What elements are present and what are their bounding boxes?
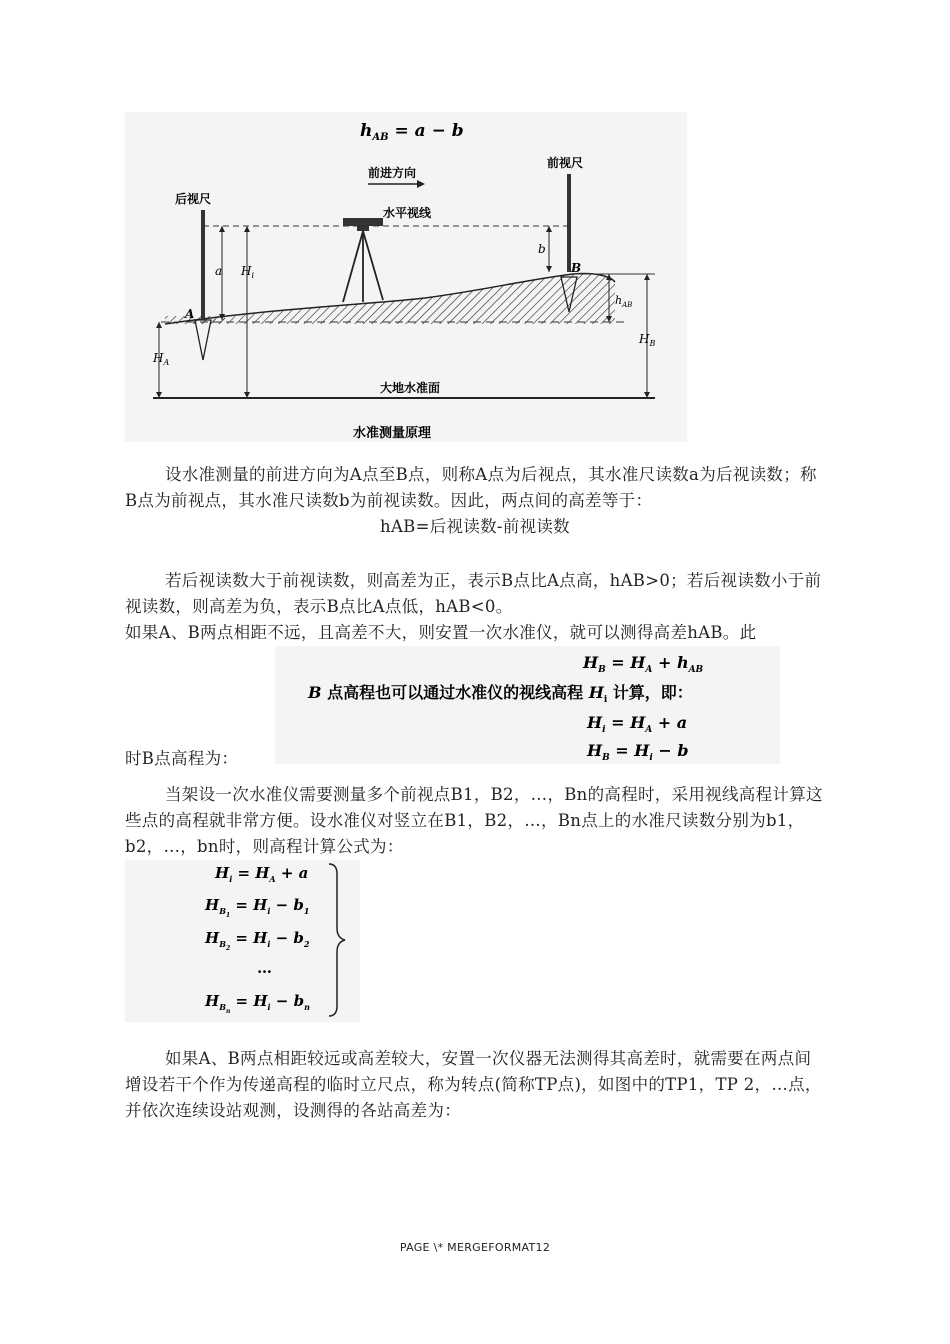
eq-hi-ha-a: $H_i = H_A + a$: [587, 713, 688, 735]
point-a-label: A: [185, 307, 195, 321]
eq-hb-ha-hab: $H_B = H_A + h_{AB}$: [583, 653, 704, 675]
datum-label: 大地水准面: [380, 381, 441, 395]
reading-a-label: a: [215, 264, 223, 278]
eq-list-hb2: $H_{B2} = H_i - b_2$: [205, 929, 310, 952]
hi-label: $H_i$: [241, 264, 255, 280]
eq-list-dots: …: [257, 959, 272, 977]
direction-arrow-icon: [417, 180, 425, 188]
paragraph-multiple-points: 当架设一次水准仪需要测量多个前视点B1，B2，…，Bn的高程时，采用视线高程计算这些点的高程就非常方便。设水准仪对竖立在B1，B2，…，Bn点上的水准尺读数分别为b1，b2，…，bn时，则高程计算公式为：: [125, 785, 823, 856]
paragraph-b-elevation: 时B点高程为：: [125, 749, 239, 768]
leveling-principle-figure: [125, 112, 687, 442]
figure-caption: 水准测量原理: [353, 426, 432, 441]
eq-list-hb1: $H_{B1} = H_i - b_1$: [205, 896, 310, 919]
paragraph-readings: 设水准测量的前进方向为A点至B点，则称A点为后视点，其水准尺读数a为后视读数；称B点为前视点，其水准尺读数b为前视读数。因此，两点间的高差等于：: [125, 465, 817, 510]
horizontal-sight-label: 水平视线: [383, 206, 432, 220]
paragraph-sign-of-difference: 若后视读数大于前视读数，则高差为正，表示B点比A点高，hAB>0；若后视读数小于前视读数，则高差为负，表示B点比A点低，hAB<0。: [125, 571, 822, 616]
ground-surface: [185, 273, 615, 324]
formula-hb-svg: [275, 646, 780, 764]
paragraph-turning-points: 如果A、B两点相距较远或高差较大，安置一次仪器无法测得其高差时，就需要在两点间增设若干个作为传递高程的临时立尺点，称为转点(简称TP点)，如图中的TP1，TP 2，…点，并依次连续设站观测，设测得的各站高差为：: [125, 1049, 822, 1120]
level-instrument: [343, 218, 383, 226]
paragraph-single-setup: 如果A、B两点相距不远，且高差不大，则安置一次水准仪，就可以测得高差hAB。此: [125, 623, 757, 642]
page-footer: PAGE \* MERGEFORMAT12: [399, 1241, 551, 1254]
formula-list-svg: [125, 860, 360, 1022]
ha-label: $H_A$: [153, 351, 170, 367]
reading-b-label: b: [538, 242, 546, 256]
formula-figure-list: [125, 860, 360, 1022]
eq-list-hbn: $H_{Bn} = H_i - b_n$: [205, 992, 310, 1015]
front-rod: [567, 174, 571, 272]
back-rod: [201, 210, 205, 320]
eq-hb-hi-b: $H_B = H_i - b$: [587, 741, 689, 763]
direction-label: 前进方向: [368, 166, 417, 180]
hi-sentence: B 点高程也可以通过水准仪的视线高程 $H_i$ 计算，即：: [308, 683, 693, 705]
point-b-label: B: [571, 261, 582, 275]
formula-hab: $h_{AB} = a - b$: [360, 121, 464, 143]
back-rod-label: 后视尺: [175, 192, 212, 206]
eq-list-hi: $H_i = H_A + a$: [215, 864, 309, 884]
hb-label: $H_B$: [639, 332, 656, 348]
formula-figure-hb: [275, 646, 780, 764]
leveling-diagram: [125, 112, 687, 442]
front-rod-label: 前视尺: [547, 156, 584, 170]
hab-label: $h_{AB}$: [615, 294, 633, 309]
formula-hab-text: hAB=后视读数-前视读数: [380, 517, 570, 536]
brace-icon: [329, 864, 345, 1016]
